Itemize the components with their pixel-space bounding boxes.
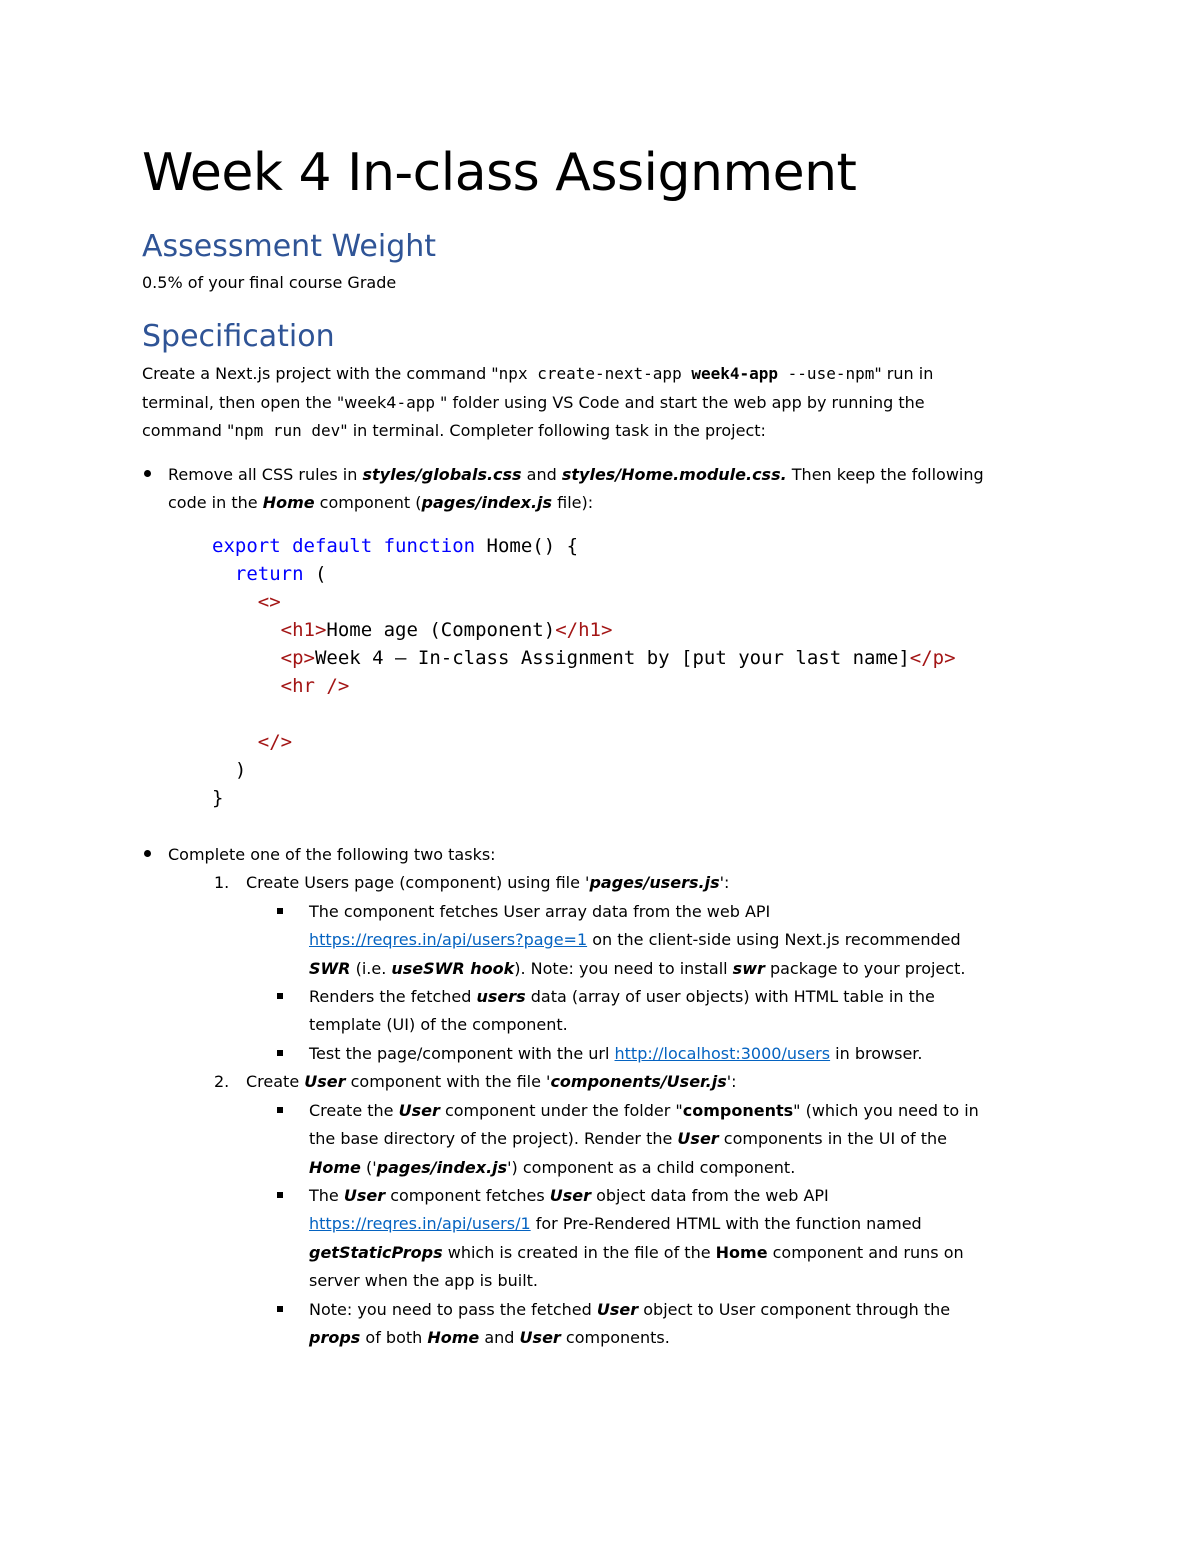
page-title: Week 4 In-class Assignment — [142, 143, 857, 203]
code-line-1: export default function Home() { — [212, 535, 579, 557]
assessment-weight-text: 0.5% of your final course Grade — [142, 273, 397, 292]
task-1-sub-1-line-1: The component fetches User array data from the web API — [309, 902, 771, 921]
assessment-weight-heading: Assessment Weight — [142, 229, 437, 264]
task-2-sub-2-line-1: The User component fetches User object data from the web API — [309, 1186, 829, 1205]
task-1-sub-1-line-2: https://reqres.in/api/users?page=1 on the client-side using Next.js recommended — [309, 930, 961, 949]
intro-line-1: Create a Next.js project with the command "npx create-next-app week4-app --use-npm" run in — [142, 364, 934, 383]
bullet-2-text: Complete one of the following two tasks: — [168, 845, 496, 864]
bullet-1-line-2: code in the Home component (pages/index.js file): — [168, 493, 594, 512]
code-line-7: </> — [257, 731, 293, 753]
localhost-users-link[interactable]: http://localhost:3000/users — [614, 1044, 831, 1063]
bullet-1-marker — [144, 470, 151, 477]
task-2-sub-3-marker — [277, 1306, 283, 1312]
task-1-sub-1-line-3: SWR (i.e. useSWR hook). Note: you need to install swr package to your project. — [309, 959, 966, 978]
task-2-sub-2-line-2: https://reqres.in/api/users/1 for Pre-Rendered HTML with the function named — [309, 1214, 922, 1233]
code-line-3: <> — [257, 591, 281, 613]
user-api-link[interactable]: https://reqres.in/api/users/1 — [309, 1214, 531, 1233]
bullet-1-line-1: Remove all CSS rules in styles/globals.css and styles/Home.module.css. Then keep the following — [168, 465, 984, 484]
task-1-number: 1. — [214, 873, 230, 892]
task-2-sub-1-line-2: the base directory of the project). Render the User components in the UI of the — [309, 1129, 948, 1148]
code-line-8: ) — [234, 759, 247, 781]
task-1-sub-2-marker — [277, 993, 283, 999]
task-1-title: Create Users page (component) using file 'pages/users.js': — [246, 873, 730, 892]
intro-line-3: command "npm run dev" in terminal. Completer following task in the project: — [142, 421, 766, 440]
task-2-sub-1-line-1: Create the User component under the folder "components" (which you need to in — [309, 1101, 979, 1120]
task-1-sub-3-marker — [277, 1050, 283, 1056]
task-2-sub-3-line-2: props of both Home and User components. — [309, 1328, 670, 1347]
task-2-title: Create User component with the file 'components/User.js': — [246, 1072, 737, 1091]
task-2-sub-2-line-4: server when the app is built. — [309, 1271, 538, 1290]
code-line-4: <h1>Home age (Component)</h1> — [280, 619, 613, 641]
task-2-sub-1-marker — [277, 1107, 283, 1113]
code-line-6: <hr /> — [280, 675, 350, 697]
task-1-sub-2-line-2: template (UI) of the component. — [309, 1015, 568, 1034]
code-line-2: return ( — [234, 563, 327, 585]
intro-line-2: terminal, then open the "week4-app " folder using VS Code and start the web app by running the — [142, 393, 925, 412]
code-line-5: <p>Week 4 – In-class Assignment by [put your last name]</p> — [280, 647, 956, 669]
specification-heading: Specification — [142, 319, 335, 354]
bullet-2-marker — [144, 850, 151, 857]
code-line-9: } — [212, 787, 224, 809]
task-2-sub-2-line-3: getStaticProps which is created in the file of the Home component and runs on — [309, 1243, 964, 1262]
task-2-sub-2-marker — [277, 1192, 283, 1198]
task-2-number: 2. — [214, 1072, 230, 1091]
code-block — [212, 532, 956, 812]
task-2-sub-1-line-3: Home ('pages/index.js') component as a child component. — [309, 1158, 796, 1177]
task-1-sub-1-marker — [277, 908, 283, 914]
task-1-sub-2-line-1: Renders the fetched users data (array of user objects) with HTML table in the — [309, 987, 935, 1006]
task-2-sub-3-line-1: Note: you need to pass the fetched User object to User component through the — [309, 1300, 951, 1319]
users-page-api-link[interactable]: https://reqres.in/api/users?page=1 — [309, 930, 588, 949]
task-1-sub-3-line-1: Test the page/component with the url http://localhost:3000/users in browser. — [309, 1044, 923, 1063]
